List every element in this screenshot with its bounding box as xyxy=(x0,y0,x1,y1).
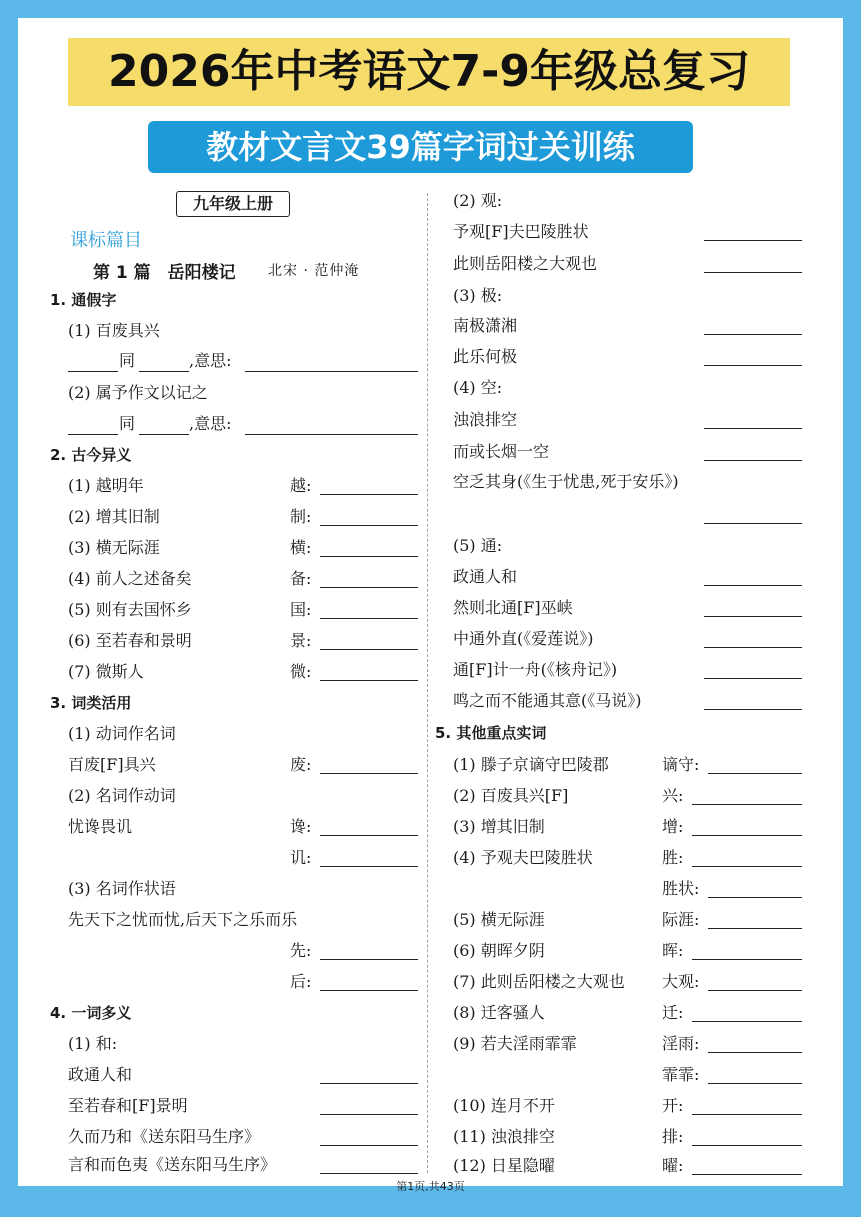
answer-blank[interactable] xyxy=(708,1083,802,1084)
answer-blank[interactable] xyxy=(245,371,418,372)
question-text: (7) 此则岳阳楼之大观也 xyxy=(453,972,625,991)
answer-blank[interactable] xyxy=(708,990,802,991)
answer-blank[interactable] xyxy=(320,959,418,960)
keyword-label: 谪守: xyxy=(662,755,700,774)
meaning-label: ,意思: xyxy=(189,414,232,433)
question-text: (12) 日星隐曜 xyxy=(453,1156,555,1175)
answer-blank[interactable] xyxy=(320,618,418,619)
answer-blank[interactable] xyxy=(320,649,418,650)
keyword-label: 际涯: xyxy=(662,910,700,929)
question-text: 通[F]计一舟(《核舟记》) xyxy=(453,660,618,679)
question-text: 浊浪排空 xyxy=(453,410,518,429)
keyword-label: 霏霏: xyxy=(662,1065,700,1084)
keyword-label: 排: xyxy=(662,1127,684,1146)
subsection-label: (3) 极: xyxy=(453,286,503,305)
section-heading: 1. 通假字 xyxy=(50,291,117,309)
answer-blank[interactable] xyxy=(692,835,802,836)
question-text: 久而乃和《送东阳马生序》 xyxy=(68,1127,261,1146)
section-heading: 5. 其他重点实词 xyxy=(435,724,547,742)
keyword-label: 淫雨: xyxy=(662,1034,700,1053)
tong-label: 同 xyxy=(119,414,136,433)
answer-blank[interactable] xyxy=(320,556,418,557)
answer-blank[interactable] xyxy=(139,434,189,435)
keyword-label: 制: xyxy=(290,507,312,526)
question-text: 至若春和[F]景明 xyxy=(68,1096,188,1115)
subtitle-banner: 教材文言文39篇字词过关训练 xyxy=(148,121,693,173)
subsection-label: (3) 名词作状语 xyxy=(68,879,176,898)
answer-blank[interactable] xyxy=(68,371,118,372)
keyword-label: 兴: xyxy=(662,786,684,805)
answer-blank[interactable] xyxy=(320,680,418,681)
question-text: 中通外直(《爱莲说》) xyxy=(453,629,594,648)
subsection-label: (4) 空: xyxy=(453,378,503,397)
answer-blank[interactable] xyxy=(692,959,802,960)
answer-blank[interactable] xyxy=(320,773,418,774)
question-text: (1) 滕子京谪守巴陵郡 xyxy=(453,755,609,774)
answer-blank[interactable] xyxy=(708,773,802,774)
question-text: 先天下之忧而忧,后天下之乐而乐 xyxy=(68,910,298,929)
answer-blank[interactable] xyxy=(68,434,118,435)
keyword-label: 讥: xyxy=(290,848,312,867)
question-text: (6) 至若春和景明 xyxy=(68,631,192,650)
keyword-label: 曜: xyxy=(662,1156,684,1175)
section-heading: 3. 词类活用 xyxy=(50,694,132,712)
answer-blank[interactable] xyxy=(708,928,802,929)
question-text: (5) 则有去国怀乡 xyxy=(68,600,192,619)
answer-blank[interactable] xyxy=(320,866,418,867)
subsection-label: (1) 和: xyxy=(68,1034,118,1053)
category-label: 课标篇目 xyxy=(70,230,142,251)
section-heading: 4. 一词多义 xyxy=(50,1004,132,1022)
answer-blank[interactable] xyxy=(139,371,189,372)
answer-blank[interactable] xyxy=(704,272,802,273)
answer-blank[interactable] xyxy=(692,1174,802,1175)
question-text: (7) 微斯人 xyxy=(68,662,144,681)
keyword-label: 后: xyxy=(290,972,312,991)
section-heading: 2. 古今异义 xyxy=(50,446,132,464)
keyword-label: 先: xyxy=(290,941,312,960)
keyword-label: 晖: xyxy=(662,941,684,960)
keyword-label: 越: xyxy=(290,476,312,495)
answer-blank[interactable] xyxy=(692,1145,802,1146)
question-text: (5) 横无际涯 xyxy=(453,910,545,929)
chapter-author: 北宋 · 范仲淹 xyxy=(268,263,360,279)
subsection-label: (5) 通: xyxy=(453,536,503,555)
answer-blank[interactable] xyxy=(320,587,418,588)
question-text: (6) 朝晖夕阴 xyxy=(453,941,545,960)
question-text: (4) 前人之述备矣 xyxy=(68,569,192,588)
answer-blank[interactable] xyxy=(692,1021,802,1022)
keyword-label: 国: xyxy=(290,600,312,619)
subsection-label: (1) 动词作名词 xyxy=(68,724,176,743)
answer-blank[interactable] xyxy=(708,897,802,898)
question-text: 此乐何极 xyxy=(453,347,518,366)
question-text: (9) 若夫淫雨霏霏 xyxy=(453,1034,577,1053)
question-text: (2) 百废具兴[F] xyxy=(453,786,569,805)
keyword-label: 废: xyxy=(290,755,312,774)
answer-blank[interactable] xyxy=(692,866,802,867)
answer-blank[interactable] xyxy=(704,365,802,366)
keyword-label: 开: xyxy=(662,1096,684,1115)
question-text: 百废[F]具兴 xyxy=(68,755,156,774)
keyword-label: 谗: xyxy=(290,817,312,836)
question-text: 政通人和 xyxy=(68,1065,133,1084)
question-text: (3) 增其旧制 xyxy=(453,817,545,836)
question-text: (2) 属予作文以记之 xyxy=(68,383,208,402)
answer-blank[interactable] xyxy=(245,434,418,435)
answer-blank[interactable] xyxy=(708,1052,802,1053)
question-text: 此则岳阳楼之大观也 xyxy=(453,254,598,273)
answer-blank[interactable] xyxy=(704,428,802,429)
question-text: (1) 百废具兴 xyxy=(68,321,160,340)
answer-blank[interactable] xyxy=(320,990,418,991)
keyword-label: 景: xyxy=(290,631,312,650)
question-text: 然则北通[F]巫峡 xyxy=(453,598,573,617)
answer-blank[interactable] xyxy=(692,804,802,805)
question-text: 而或长烟一空 xyxy=(453,442,550,461)
page-footer: 第1页,共43页 xyxy=(396,1180,465,1193)
keyword-label: 横: xyxy=(290,538,312,557)
question-text: 忧谗畏讥 xyxy=(68,817,133,836)
worksheet-page xyxy=(18,18,843,1193)
answer-blank[interactable] xyxy=(320,1173,418,1174)
question-text: (1) 越明年 xyxy=(68,476,144,495)
question-text: 空乏其身(《生于忧患,死于安乐》) xyxy=(453,472,679,491)
keyword-label: 增: xyxy=(662,817,684,836)
page-title: 2026年中考语文7-9年级总复习 xyxy=(108,46,750,97)
answer-blank[interactable] xyxy=(320,525,418,526)
answer-blank[interactable] xyxy=(704,240,802,241)
question-text: 政通人和 xyxy=(453,567,518,586)
answer-blank[interactable] xyxy=(320,1145,418,1146)
answer-blank[interactable] xyxy=(320,494,418,495)
answer-blank[interactable] xyxy=(320,1114,418,1115)
question-text: 南极潇湘 xyxy=(453,316,518,335)
answer-blank[interactable] xyxy=(704,334,802,335)
keyword-label: 迁: xyxy=(662,1003,684,1022)
question-text: (4) 予观夫巴陵胜状 xyxy=(453,848,593,867)
question-text: (8) 迁客骚人 xyxy=(453,1003,545,1022)
question-text: (2) 增其旧制 xyxy=(68,507,160,526)
answer-blank[interactable] xyxy=(704,460,802,461)
question-text: 鸣之而不能通其意(《马说》) xyxy=(453,691,642,710)
keyword-label: 大观: xyxy=(662,972,700,991)
answer-blank[interactable] xyxy=(704,647,802,648)
chapter-title: 第 1 篇 岳阳楼记 xyxy=(93,263,236,283)
question-text: 言和而色夷《送东阳马生序》 xyxy=(68,1155,277,1174)
column-divider xyxy=(427,193,428,1173)
answer-blank[interactable] xyxy=(704,616,802,617)
keyword-label: 胜: xyxy=(662,848,684,867)
question-text: (10) 连月不开 xyxy=(453,1096,555,1115)
keyword-label: 微: xyxy=(290,662,312,681)
subsection-label: (2) 观: xyxy=(453,191,503,210)
answer-blank[interactable] xyxy=(320,1083,418,1084)
answer-blank[interactable] xyxy=(704,709,802,710)
keyword-label: 胜状: xyxy=(662,879,700,898)
answer-blank[interactable] xyxy=(704,678,802,679)
keyword-label: 备: xyxy=(290,569,312,588)
question-text: (3) 横无际涯 xyxy=(68,538,160,557)
answer-blank[interactable] xyxy=(692,1114,802,1115)
question-text: 予观[F]夫巴陵胜状 xyxy=(453,222,589,241)
answer-blank[interactable] xyxy=(704,523,802,524)
grade-label: 九年级上册 xyxy=(176,191,290,217)
meaning-label: ,意思: xyxy=(189,351,232,370)
tong-label: 同 xyxy=(119,351,136,370)
answer-blank[interactable] xyxy=(320,835,418,836)
answer-blank[interactable] xyxy=(704,585,802,586)
question-text: (11) 浊浪排空 xyxy=(453,1127,555,1146)
subsection-label: (2) 名词作动词 xyxy=(68,786,176,805)
